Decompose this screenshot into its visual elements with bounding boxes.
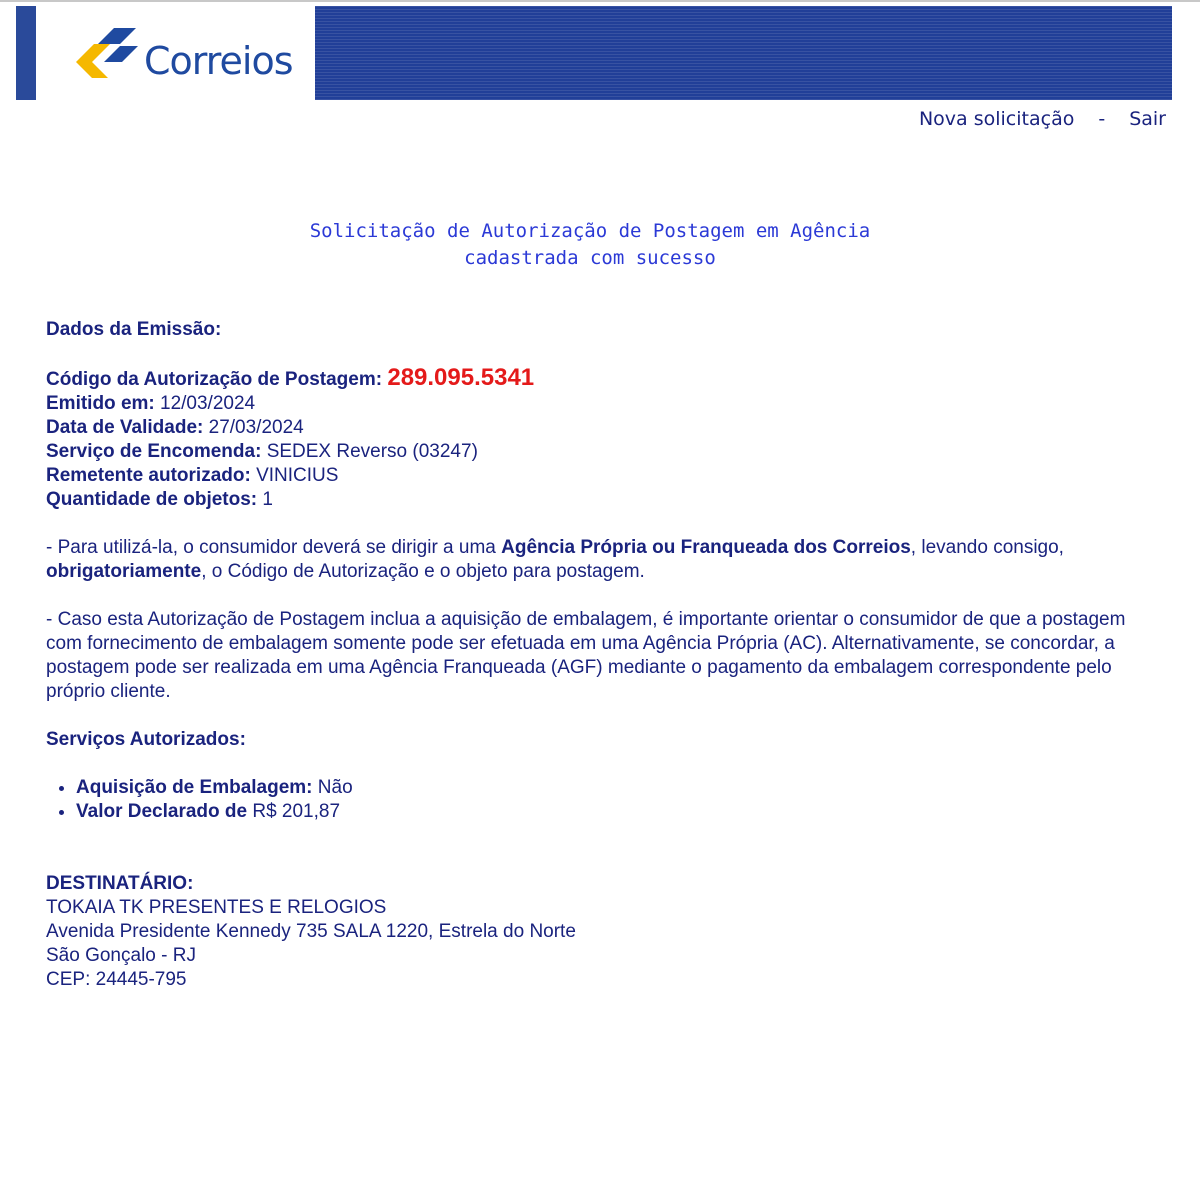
destinatario-name: TOKAIA TK PRESENTES E RELOGIOS	[46, 897, 387, 918]
header	[16, 6, 1172, 100]
list-item: • Valor Declarado de R$ 201,87	[76, 800, 1156, 824]
title-line-2: cadastrada com sucesso	[464, 247, 716, 269]
top-border	[0, 0, 1200, 2]
servico-row	[46, 440, 1156, 464]
instruction-paragraph-2: - Caso esta Autorização de Postagem inclua a aquisição de embalagem, é importante orientar o consumidor de que a postagem com fornecimento de embalagem somente pode ser efetuada em uma Agência Própria (AC). Alternativamente, se concordar, a postagem pode ser realizada em uma Agência Franqueada (AGF) mediante o pagamento da embalagem correspondente pelo próprio cliente.	[46, 609, 1126, 702]
emissao-heading: Dados da Emissão:	[46, 319, 222, 340]
destinatario-city: São Gonçalo - RJ	[46, 945, 196, 966]
servicos-heading: Serviços Autorizados:	[46, 729, 246, 750]
nova-solicitacao-link[interactable]: Nova solicitação	[918, 108, 1075, 130]
servico-value: SEDEX Reverso (03247)	[266, 441, 478, 462]
emissao-details	[46, 366, 1156, 512]
codigo-label: Código da Autorização de Postagem:	[46, 369, 383, 390]
title-line-1: Solicitação de Autorização de Postagem em Agência	[309, 220, 871, 242]
emitido-row	[46, 392, 1156, 416]
remetente-value: VINICIUS	[256, 465, 339, 486]
destinatario-heading: DESTINATÁRIO:	[46, 873, 194, 894]
instruction-paragraph-1: - Para utilizá-la, o consumidor deverá se dirigir a uma Agência Própria ou Franqueada dos Correios, levando consigo, obrigatoriamente, o Código de Autorização e o objeto para postagem.	[46, 537, 1064, 582]
validade-label: Data de Validade:	[46, 417, 204, 438]
quantidade-value: 1	[262, 489, 273, 510]
main-content	[46, 318, 1156, 992]
destinatario-cep: CEP: 24445-795	[46, 969, 187, 990]
brand-strip	[16, 6, 36, 100]
emitido-value: 12/03/2024	[160, 393, 256, 414]
codigo-value: 289.095.5341	[387, 364, 535, 391]
emitido-label: Emitido em:	[46, 393, 155, 414]
validade-value: 27/03/2024	[208, 417, 304, 438]
quantidade-label: Quantidade de objetos:	[46, 489, 258, 510]
sair-link[interactable]: Sair	[1129, 108, 1166, 130]
top-links	[919, 108, 1166, 130]
quantidade-row	[46, 488, 1156, 512]
page-title	[0, 218, 1180, 272]
servicos-list	[46, 776, 1156, 824]
codigo-row	[46, 366, 1156, 392]
correios-logo-icon	[74, 28, 140, 82]
logo-text: Correios	[144, 39, 293, 83]
header-banner	[315, 6, 1172, 100]
logo[interactable]	[36, 6, 315, 100]
destinatario-block	[46, 872, 1156, 992]
remetente-row	[46, 464, 1156, 488]
remetente-label: Remetente autorizado:	[46, 465, 251, 486]
servico-label: Serviço de Encomenda:	[46, 441, 262, 462]
link-separator: -	[1098, 108, 1106, 130]
destinatario-address: Avenida Presidente Kennedy 735 SALA 1220, Estrela do Norte	[46, 921, 576, 942]
list-item: • Aquisição de Embalagem: Não	[76, 776, 1156, 800]
validade-row	[46, 416, 1156, 440]
